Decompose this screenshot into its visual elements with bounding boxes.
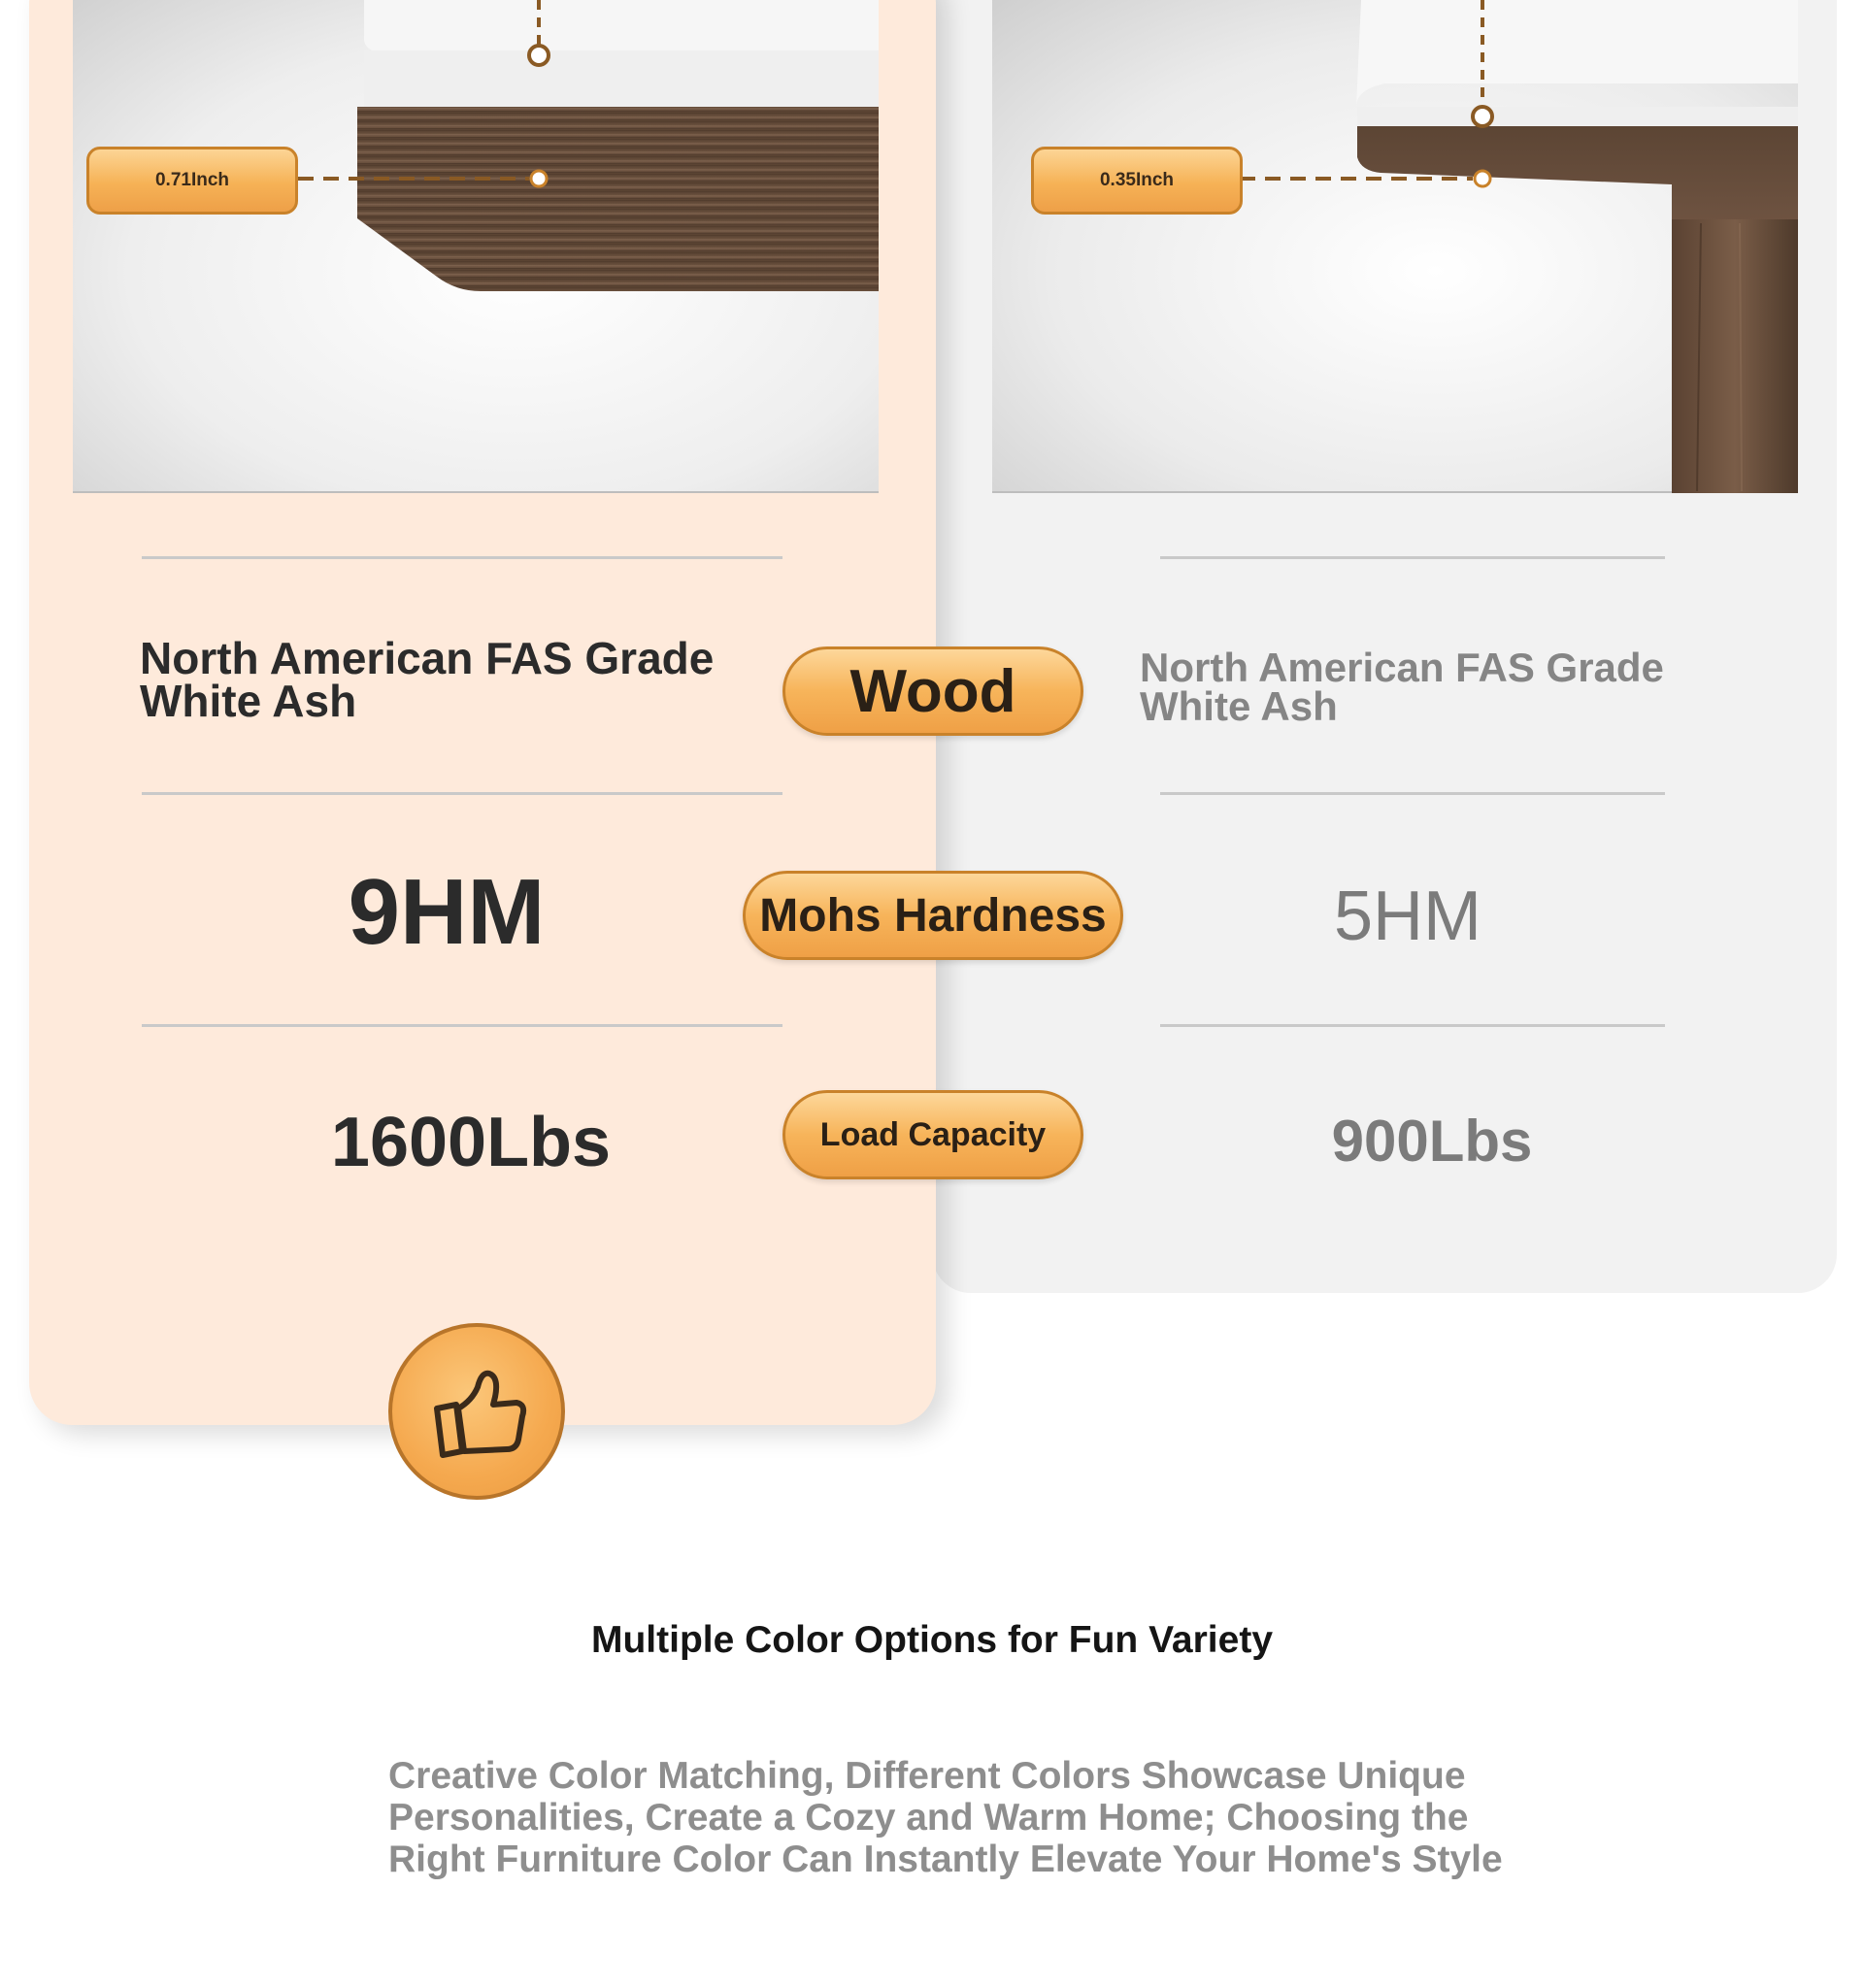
- divider: [142, 556, 782, 559]
- mohs-hardness-label-pill: [743, 871, 1123, 960]
- premium-load-value: 1600Lbs: [330, 1104, 612, 1181]
- standard-tabletop-photo: [992, 0, 1798, 493]
- wood-label: Wood: [849, 657, 1016, 725]
- premium-thickness-tag: [86, 147, 298, 215]
- standard-hardness-value: 5HM: [1333, 878, 1481, 955]
- divider: [1160, 556, 1665, 559]
- load-capacity-label: Load Capacity: [819, 1115, 1047, 1153]
- section-heading: Multiple Color Options for Fun Variety: [590, 1619, 1274, 1661]
- premium-tabletop-photo: [73, 0, 879, 493]
- divider: [142, 1024, 782, 1027]
- recommend-badge: [388, 1323, 565, 1500]
- standard-thickness-label: 0.35Inch: [1099, 170, 1175, 190]
- mohs-hardness-label: Mohs Hardness: [759, 889, 1107, 942]
- standard-load-value: 900Lbs: [1331, 1109, 1533, 1174]
- standard-wood-value: North American FAS Grade White Ash: [1140, 645, 1664, 729]
- divider: [1160, 1024, 1665, 1027]
- wood-label-pill: [782, 646, 1083, 736]
- premium-hardness-value: 9HM: [348, 860, 546, 964]
- premium-thickness-label: 0.71Inch: [154, 170, 230, 190]
- divider: [1160, 792, 1665, 795]
- premium-wood-value: North American FAS Grade White Ash: [140, 633, 715, 726]
- standard-thickness-tag: [1031, 147, 1243, 215]
- load-capacity-label-pill: [782, 1090, 1083, 1179]
- divider: [142, 792, 782, 795]
- thumbs-up-icon: [423, 1358, 530, 1465]
- section-description: Creative Color Matching, Different Colors Showcase Unique Personalities, Create a Cozy and Warm Home; Choosing the Right Furniture Color Can Instantly Elevate Your Home's Style: [388, 1755, 1503, 1880]
